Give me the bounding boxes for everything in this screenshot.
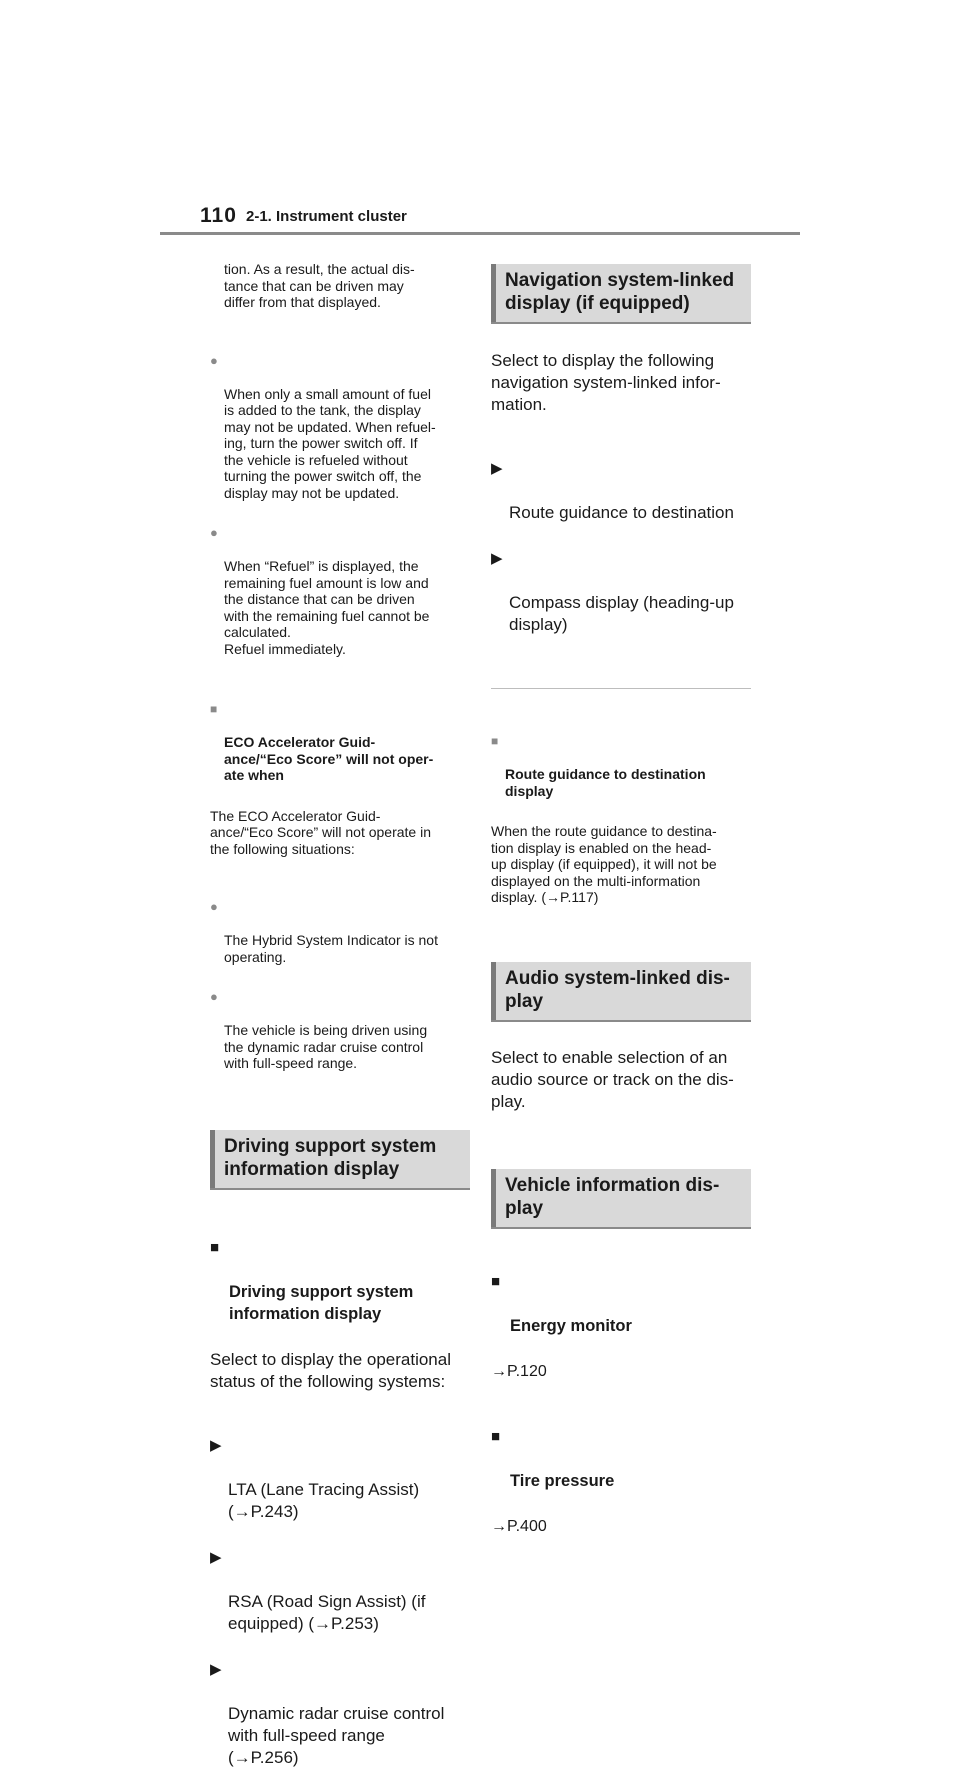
square-bullet-icon: ■ [210,1238,220,1256]
section-box-vehicle-info: Vehicle information dis- play [491,1169,751,1229]
triangle-bullet-icon: ▶ [491,550,503,567]
section-box-navigation: Navigation system-linked display (if equipped) [491,264,751,324]
triangle-bullet-icon: ▶ [210,1660,222,1678]
section-box-driving-support: Driving support system information display [210,1130,470,1190]
note-bullet: ● When “Refuel” is displayed, the remaining fuel amount is low and the distance that can be driven with the remaining fuel cannot be calculated. Refuel immediately. [210,525,430,657]
note-divider [491,688,751,689]
header-divider [160,232,800,235]
triangle-bullet-icon: ▶ [491,460,503,477]
square-bullet-icon: ■ [491,1427,501,1445]
square-bullet-icon: ■ [210,702,218,716]
navigation-intro: Select to display the following navigation system-linked infor- mation. [491,351,721,414]
audio-text: Select to enable selection of an audio source or track on the dis- play. [491,1047,734,1111]
triangle-bullet-icon: ▶ [210,1548,222,1566]
square-bullet-icon: ■ [491,1272,501,1290]
list-item: ▶ LTA (Lane Tracing Assist) (→P.243) [210,1436,420,1521]
note-bullet: ● When only a small amount of fuel is added to the tank, the display may not be updated. When refuel- ing, turn the power switch off. If the vehicle is refueled without turning the power switch off, the display may not be updated. [210,352,436,501]
energy-monitor-heading: ■ Energy monitor [491,1272,632,1335]
eco-heading: ■ ECO Accelerator Guid- ance/“Eco Score” will not oper- ate when [210,702,434,783]
tire-pressure-heading: ■ Tire pressure [491,1427,615,1490]
triangle-bullet-icon: ▶ [210,1436,222,1454]
bullet-dot-icon: ● [210,352,218,368]
bullet-dot-icon: ● [210,989,218,1004]
bullet-dot-icon: ● [210,899,218,914]
bullet-dot-icon: ● [210,525,218,540]
right-column [491,240,751,1556]
list-item: ▶ Route guidance to destination [491,460,734,522]
driving-support-intro: Select to display the operational status of the following systems: [210,1349,451,1391]
energy-monitor-ref[interactable]: →P.120 [491,1362,547,1380]
eco-text: The ECO Accelerator Guid- ance/“Eco Score” will not operate in the following situations: [210,807,431,857]
list-item: ▶ Compass display (heading-up display) [491,550,734,634]
square-bullet-icon: ■ [491,734,499,748]
section-box-audio: Audio system-linked dis- play [491,962,751,1022]
note-bullet: ● The Hybrid System Indicator is not operating. [210,899,438,965]
driving-support-heading: ■ Driving support system information display [210,1238,414,1323]
left-column [210,240,470,1787]
section-title: 2-1. Instrument cluster [246,208,407,225]
route-guidance-heading: ■ Route guidance to destination display [491,734,706,799]
tire-pressure-ref[interactable]: →P.400 [491,1517,547,1535]
note-bullet: ● The vehicle is being driven using the dynamic radar cruise control with full-speed range. [210,989,428,1071]
continued-text: tion. As a result, the actual dis- tance that can be driven may differ from that displayed. [224,261,415,310]
route-guidance-text: When the route guidance to destina- tion display is enabled on the head- up display (if equipped), it will not be displayed on the multi-information display. (→P.117) [491,823,717,905]
list-item: ▶ RSA (Road Sign Assist) (if equipped) (→P.253) [210,1548,426,1633]
page-number: 110 [200,204,237,227]
list-item: ▶ Dynamic radar cruise control with full-speed range (→P.256) [210,1660,445,1767]
